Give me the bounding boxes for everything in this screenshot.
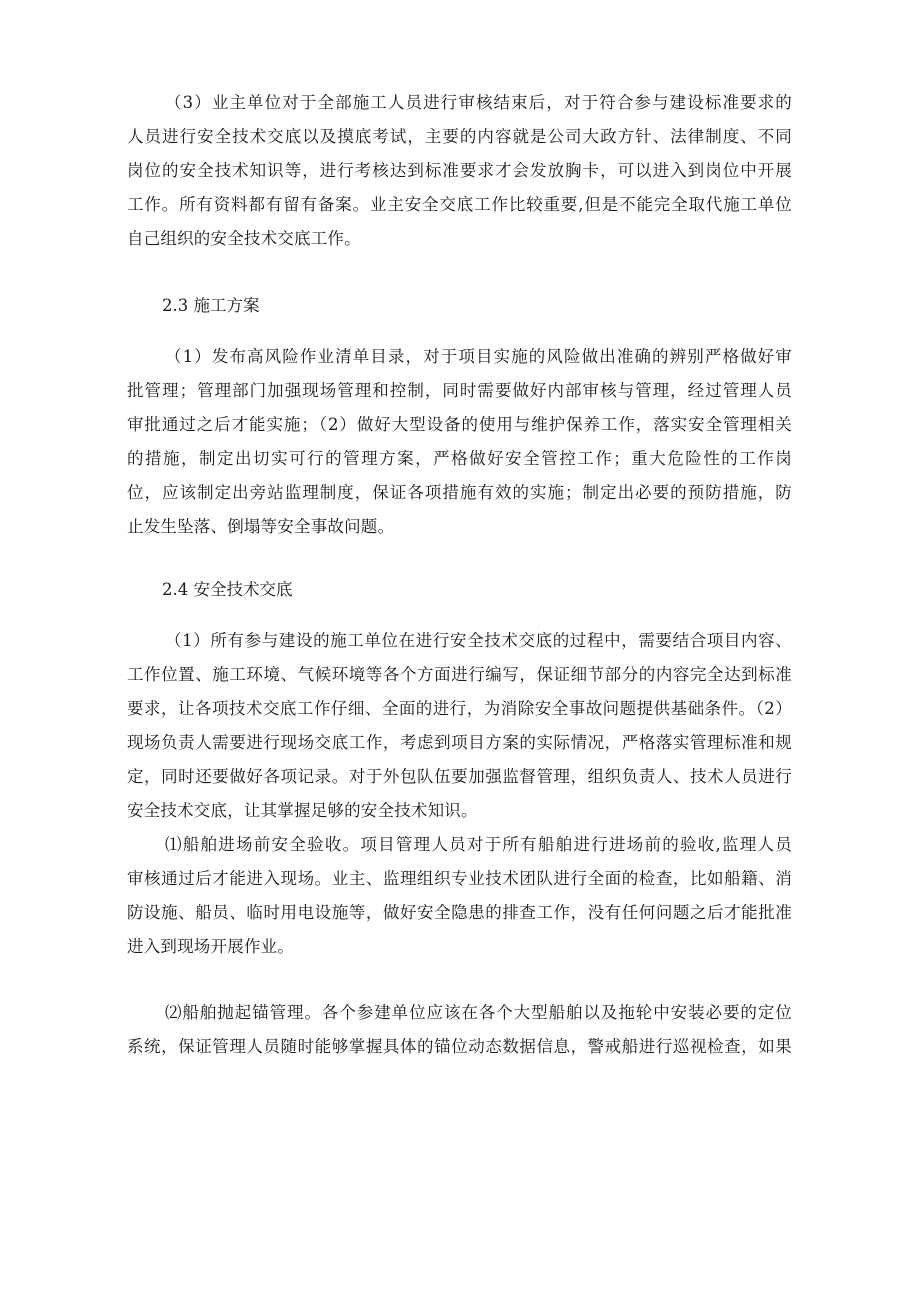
text-line: ⑵船舶抛起锚管理。各个参建单位应该在各个大型船舶以及拖轮中安装必要的定位 [165, 1003, 792, 1022]
text-line: 现场负责人需要进行现场交底工作，考虑到项目方案的实际情况，严格落实管理标准和规 [127, 733, 792, 752]
text-line: 防设施、船员、临时用电设施等，做好安全隐患的排查工作，没有任何问题之后才能批准 [127, 903, 792, 922]
text-line: （3）业主单位对于全部施工人员进行审核结束后，对于符合参与建设标准要求的 [165, 93, 792, 112]
text-line: （1）发布高风险作业清单目录，对于项目实施的风险做出准确的辨别严格做好审 [165, 347, 792, 366]
text-line: 进入到现场开展作业。 [127, 937, 294, 956]
text-line: 批管理；管理部门加强现场管理和控制，同时需要做好内部审核与管理，经过管理人员 [127, 381, 792, 400]
text-line: 人员进行安全技术交底以及摸底考试，主要的内容就是公司大政方针、法律制度、不同 [127, 127, 792, 146]
text-line: 自己组织的安全技术交底工作。 [127, 229, 361, 248]
paragraph-ship-anchoring [127, 996, 792, 1064]
text-line: 审核通过后才能进入现场。业主、监理组织专业技术团队进行全面的检查，比如船籍、消 [127, 869, 792, 888]
paragraph-construction-plan [127, 340, 792, 544]
text-line: （1）所有参与建设的施工单位在进行安全技术交底的过程中，需要结合项目内容、 [165, 631, 792, 650]
paragraph-ship-entry-acceptance [127, 828, 792, 964]
text-line: 止发生坠落、倒塌等安全事故问题。 [127, 517, 395, 536]
text-line: 审批通过之后才能实施；（2）做好大型设备的使用与维护保养工作，落实安全管理相关 [127, 415, 792, 434]
text-line: 的措施，制定出切实可行的管理方案，严格做好安全管控工作；重大危险性的工作岗 [127, 449, 792, 468]
text-line: 工作位置、施工环境、气候环境等各个方面进行编写，保证细节部分的内容完全达到标准 [127, 665, 792, 684]
section-heading-2-4: 2.4 安全技术交底 [162, 580, 293, 599]
text-line: 系统，保证管理人员随时能够掌握具体的锚位动态数据信息，警戒船进行巡视检查，如果 [127, 1037, 792, 1056]
paragraph-review-briefing [127, 86, 792, 256]
text-line: ⑴船舶进场前安全验收。项目管理人员对于所有船舶进行进场前的验收,监理人员 [165, 835, 792, 854]
text-line: 岗位的安全技术知识等，进行考核达到标准要求才会发放胸卡，可以进入到岗位中开展 [127, 161, 792, 180]
text-line: 工作。所有资料都有留有备案。业主安全交底工作比较重要,但是不能完全取代施工单位 [127, 195, 792, 214]
paragraph-safety-briefing [127, 624, 792, 828]
text-line: 位，应该制定出旁站监理制度，保证各项措施有效的实施；制定出必要的预防措施，防 [127, 483, 792, 502]
text-line: 要求，让各项技术交底工作仔细、全面的进行，为消除安全事故问题提供基础条件。（2） [127, 699, 792, 718]
text-line: 安全技术交底，让其掌握足够的安全技术知识。 [127, 801, 478, 820]
text-line: 定，同时还要做好各项记录。对于外包队伍要加强监督管理，组织负责人、技术人员进行 [127, 767, 792, 786]
section-heading-2-3: 2.3 施工方案 [162, 296, 260, 315]
